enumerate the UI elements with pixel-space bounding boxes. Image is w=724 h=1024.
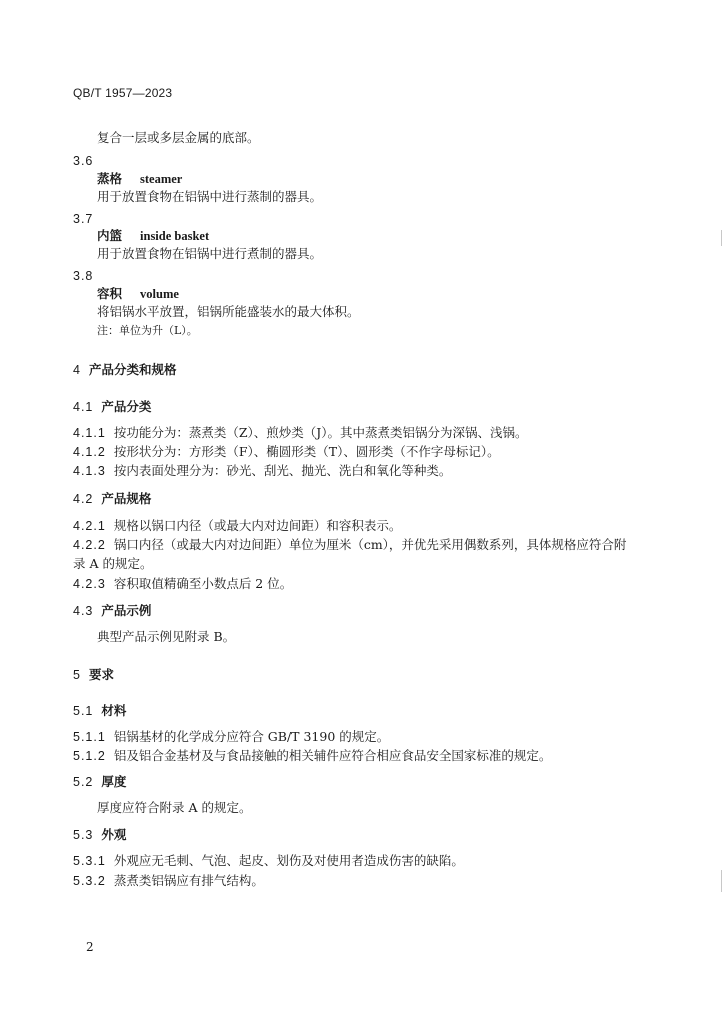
term-cn: 内篮	[97, 228, 123, 243]
section-number: 4.1	[73, 400, 94, 414]
clause-text: 锅口内径（或最大内对边间距）单位为厘米（cm），并优先采用偶数系列，具体规格应符合附	[113, 537, 627, 552]
term-cn: 蒸格	[97, 171, 123, 186]
section-title: 产品分类	[101, 399, 152, 414]
term-3-6	[97, 171, 182, 187]
clause-number: 5.3.1	[73, 854, 106, 868]
term-3-8	[97, 286, 179, 302]
clause-text: 规格以锅口内径（或最大内对边间距）和容积表示。	[113, 518, 402, 533]
section-title: 要求	[88, 667, 114, 682]
section-heading-5-3	[73, 827, 126, 843]
term-en: steamer	[140, 172, 183, 186]
term-definition-3-7: 用于放置食物在铝锅中进行煮制的器具。	[97, 246, 323, 261]
section-heading-4-1	[73, 399, 151, 415]
section-heading-5	[73, 667, 114, 683]
section-number: 5.3	[73, 828, 94, 842]
section-title: 产品分类和规格	[88, 362, 177, 377]
clause-number: 4.1.3	[73, 464, 106, 478]
clause-text: 按形状分为：方形类（F）、椭圆形类（T）、圆形类（不作字母标记）。	[113, 444, 500, 459]
clause-text: 外观应无毛刺、气泡、起皮、划伤及对使用者造成伤害的缺陷。	[113, 853, 464, 868]
clause-number: 4.2.2	[73, 538, 106, 552]
clause-text: 铝及铝合金基材及与食品接触的相关辅件应符合相应食品安全国家标准的规定。	[113, 748, 552, 763]
section-heading-4-2	[73, 491, 151, 507]
section-title: 产品示例	[101, 603, 152, 618]
clause-text: 容积取值精确至小数点后 2 位。	[113, 576, 293, 591]
clause-5-3-2	[73, 873, 264, 889]
scan-edge-mark	[721, 870, 722, 892]
section-title: 外观	[101, 827, 127, 842]
clause-4-2-1	[73, 518, 401, 534]
clause-number: 5.3.2	[73, 874, 106, 888]
section-text-4-3: 典型产品示例见附录 B。	[97, 629, 236, 644]
clause-text: 铝锅基材的化学成分应符合 GB/T 3190 的规定。	[113, 729, 390, 744]
term-definition-3-8: 将铝锅水平放置，铝锅所能盛装水的最大体积。	[97, 304, 360, 319]
term-note-3-8: 注：单位为升（L）。	[97, 324, 198, 337]
section-heading-5-1	[73, 703, 126, 719]
section-number: 5.2	[73, 775, 94, 789]
section-number: 4.2	[73, 492, 94, 506]
clause-4-1-3	[73, 463, 451, 479]
clause-number-3-6: 3.6	[73, 154, 94, 168]
clause-number: 4.1.2	[73, 445, 106, 459]
term-cn: 容积	[97, 286, 123, 301]
clause-number: 4.2.3	[73, 577, 106, 591]
clause-number: 4.2.1	[73, 519, 106, 533]
section-title: 产品规格	[101, 491, 152, 506]
section-heading-4-3	[73, 603, 151, 619]
term-definition-3-6: 用于放置食物在铝锅中进行蒸制的器具。	[97, 189, 323, 204]
term-3-7	[97, 228, 209, 244]
clause-4-2-2-continued: 录 A 的规定。	[73, 556, 153, 571]
document-code-header: QB/T 1957—2023	[73, 86, 173, 100]
scan-edge-mark	[721, 230, 722, 246]
clause-4-2-3	[73, 576, 292, 592]
clause-text: 蒸煮类铝锅应有排气结构。	[113, 873, 264, 888]
page-number: 2	[86, 940, 94, 954]
clause-number-3-8: 3.8	[73, 269, 94, 283]
term-en: inside basket	[140, 229, 210, 243]
section-heading-5-2	[73, 774, 126, 790]
section-number: 5	[73, 668, 81, 682]
continued-text: 复合一层或多层金属的底部。	[97, 130, 260, 145]
section-title: 材料	[101, 703, 127, 718]
clause-5-1-1	[73, 729, 389, 745]
section-title: 厚度	[101, 774, 127, 789]
clause-text: 按功能分为：蒸煮类（Z）、煎炒类（J）。其中蒸煮类铝锅分为深锅、浅锅。	[113, 425, 528, 440]
term-en: volume	[140, 287, 179, 301]
clause-4-2-2	[73, 537, 626, 553]
clause-4-1-2	[73, 444, 500, 460]
clause-5-3-1	[73, 853, 464, 869]
clause-number: 5.1.2	[73, 749, 106, 763]
clause-number: 5.1.1	[73, 730, 106, 744]
section-number: 4.3	[73, 604, 94, 618]
clause-number: 4.1.1	[73, 426, 106, 440]
section-heading-4	[73, 362, 176, 378]
clause-4-1-1	[73, 425, 528, 441]
section-number: 4	[73, 363, 81, 377]
section-text-5-2: 厚度应符合附录 A 的规定。	[97, 800, 252, 815]
section-number: 5.1	[73, 704, 94, 718]
clause-text: 按内表面处理分为：砂光、刮光、抛光、洗白和氧化等种类。	[113, 463, 452, 478]
clause-number-3-7: 3.7	[73, 212, 94, 226]
clause-5-1-2	[73, 748, 551, 764]
